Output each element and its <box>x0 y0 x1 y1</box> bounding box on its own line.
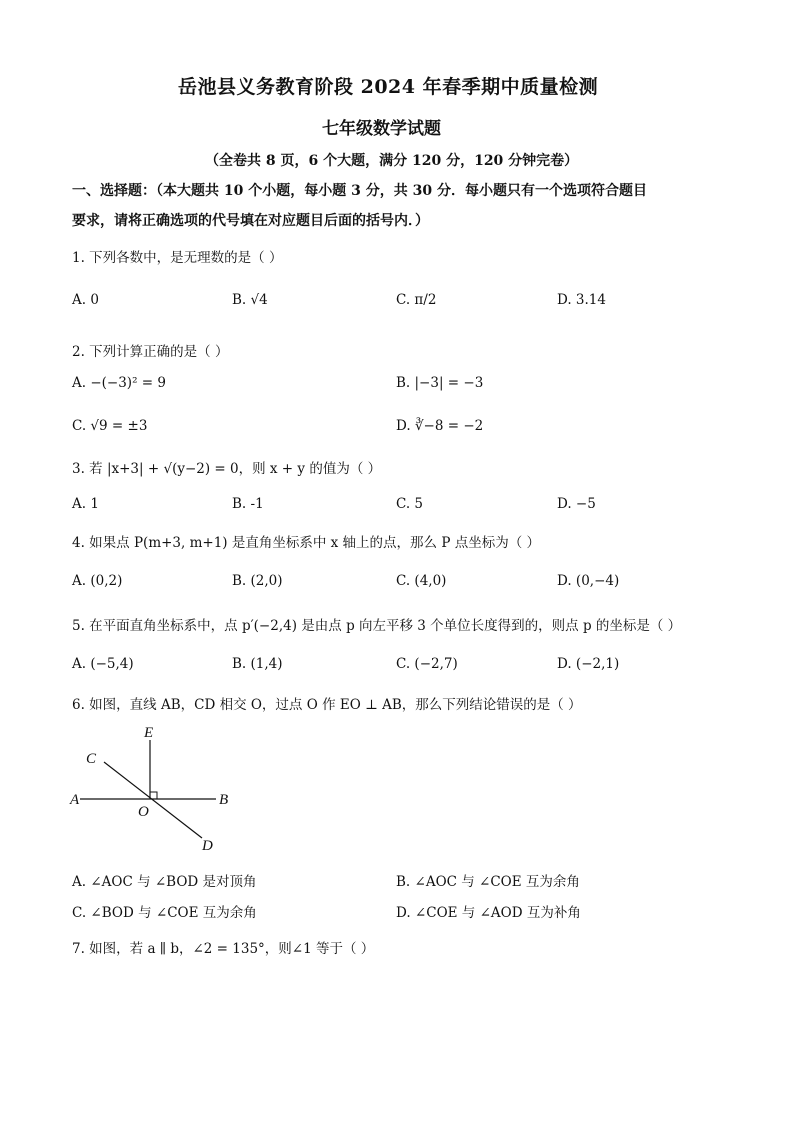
question-1-option-c: C. π/2 <box>396 292 437 308</box>
question-1-option-b: B. √4 <box>232 292 268 308</box>
question-6-option-a: A. ∠AOC 与 ∠BOD 是对顶角 <box>72 874 257 890</box>
question-3-option-d: D. −5 <box>557 496 596 512</box>
question-5-option-c: C. (−2,7) <box>396 656 458 672</box>
label-e: E <box>144 725 154 741</box>
question-6-option-b: B. ∠AOC 与 ∠COE 互为余角 <box>396 874 580 890</box>
question-1-option-d: D. 3.14 <box>557 292 606 308</box>
question-2-option-d: D. ∛−8 = −2 <box>396 418 484 434</box>
question-3-stem: 3. 若 |x+3| + √(y−2) = 0，则 x + y 的值为（ ） <box>72 461 382 477</box>
question-5-option-d: D. (−2,1) <box>557 656 620 672</box>
question-5-option-a: A. (−5,4) <box>72 656 134 672</box>
question-2-option-a: A. −(−3)² = 9 <box>72 375 166 391</box>
label-b: B <box>219 792 229 808</box>
exam-subtitle: 七年级数学试题 <box>322 119 441 139</box>
question-4-option-b: B. (2,0) <box>232 573 283 589</box>
question-2-stem: 2. 下列计算正确的是（ ） <box>72 344 229 360</box>
exam-info: （全卷共 8 页，6 个大题，满分 120 分，120 分钟完卷） <box>205 153 579 169</box>
section-heading-line2: 要求，请将正确选项的代号填在对应题目后面的括号内．） <box>72 213 429 229</box>
question-3-option-a: A. 1 <box>72 496 99 512</box>
line-cd <box>104 762 202 838</box>
question-6-option-c: C. ∠BOD 与 ∠COE 互为余角 <box>72 905 257 921</box>
question-3-option-b: B. -1 <box>232 496 264 512</box>
question-1-stem: 1. 下列各数中，是无理数的是（ ） <box>72 250 283 266</box>
question-2-option-c: C. √9 = ±3 <box>72 418 148 434</box>
question-4-option-d: D. (0,−4) <box>557 573 620 589</box>
question-4-stem: 4. 如果点 P(m+3, m+1) 是直角坐标系中 x 轴上的点，那么 P 点坐标为（ ） <box>72 535 541 551</box>
question-4-option-a: A. (0,2) <box>72 573 123 589</box>
section-heading-line1: 一、选择题：（本大题共 10 个小题，每小题 3 分，共 30 分．每小题只有一个选项符合题目 <box>72 183 647 199</box>
question-5-stem: 5. 在平面直角坐标系中，点 p′(−2,4) 是由点 p 向左平移 3 个单位长度得到的，则点 p 的坐标是（ ） <box>72 618 682 634</box>
question-6-option-d: D. ∠COE 与 ∠AOD 互为补角 <box>396 905 581 921</box>
exam-title: 岳池县义务教育阶段 2024 年春季期中质量检测 <box>178 76 599 98</box>
question-7-stem: 7. 如图，若 a ∥ b，∠2 = 135°，则∠1 等于（ ） <box>72 941 375 957</box>
label-a: A <box>70 792 80 808</box>
label-d: D <box>202 838 213 854</box>
question-4-option-c: C. (4,0) <box>396 573 447 589</box>
question-3-option-c: C. 5 <box>396 496 424 512</box>
label-c: C <box>86 751 97 767</box>
question-5-option-b: B. (1,4) <box>232 656 283 672</box>
question-2-option-b: B. |−3| = −3 <box>396 375 484 391</box>
question-6-diagram <box>68 720 268 860</box>
question-6-stem: 6. 如图，直线 AB，CD 相交 O，过点 O 作 EO ⊥ AB，那么下列结论错误的是（ ） <box>72 697 582 713</box>
label-o: O <box>138 804 149 820</box>
question-1-option-a: A. 0 <box>72 292 99 308</box>
